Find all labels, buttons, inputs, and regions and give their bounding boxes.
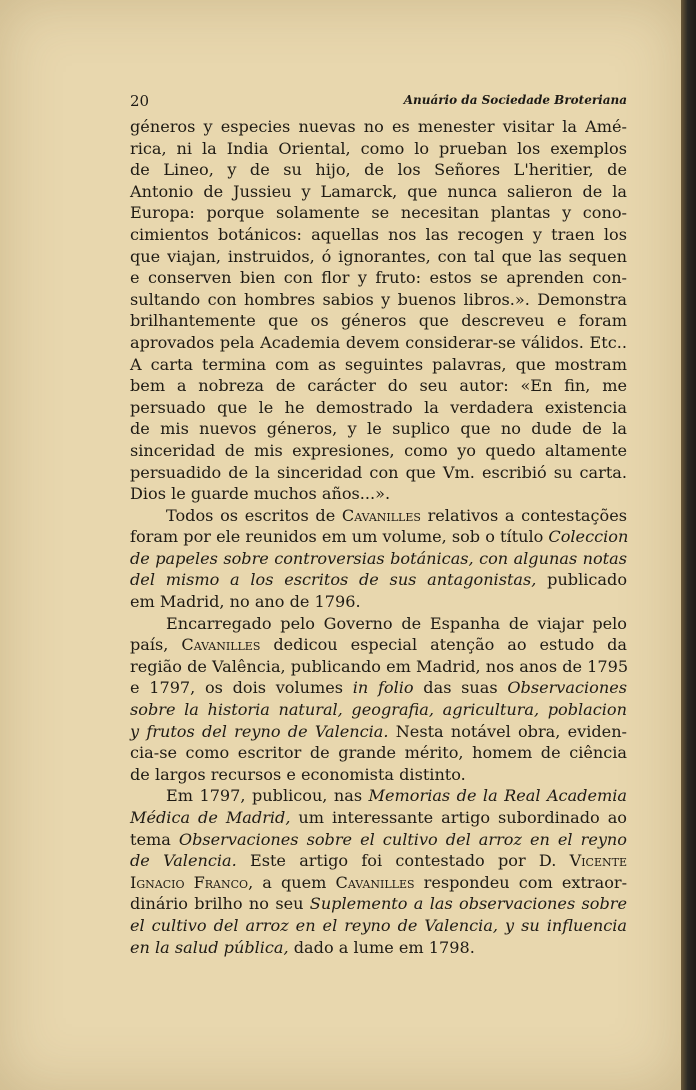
text-span: rica, ni la India Oriental, como lo prueban los exemplos	[130, 138, 627, 158]
text-span: en la salud pública,	[130, 937, 289, 957]
text-span: Europa: porque solamente se necesitan plantas y cono-	[130, 203, 627, 223]
text-span: Encarregado pelo Governo de Espanha de viajar pelo	[166, 613, 627, 633]
text-span: sultando con hombres sabios y buenos libros.». Demonstra	[130, 289, 627, 309]
text-span: Cavanilles	[341, 505, 421, 525]
text-span: de mis nuevos géneros, y le suplico que no dude de la	[130, 419, 627, 439]
text-line	[130, 202, 627, 224]
text-line	[130, 375, 627, 397]
text-line	[130, 354, 627, 376]
text-span: tema	[130, 829, 179, 849]
text-line	[130, 569, 627, 591]
text-span: Observaciones sobre el cultivo del arroz en el reyno	[178, 829, 627, 849]
text-line	[130, 742, 627, 764]
text-span: bem a nobreza de carácter do seu autor: «En fin, me	[130, 376, 627, 396]
text-span: Todos os escritos de	[166, 505, 342, 525]
book-spine-edge	[681, 0, 696, 1090]
text-line	[130, 656, 627, 678]
text-span: de Lineo, y de su hijo, de los Señores L'heritier, de	[130, 160, 627, 180]
text-line	[130, 785, 627, 807]
text-span: Médica de Madrid,	[130, 808, 291, 827]
text-line	[130, 915, 627, 937]
text-span: em Madrid, no ano de 1796.	[130, 592, 361, 612]
text-span: y frutos del reyno de Valencia.	[130, 721, 389, 741]
text-line	[130, 116, 627, 138]
text-span: , a quem	[248, 872, 336, 892]
text-span: sobre la historia natural, geografia, agricultura, poblacion	[130, 700, 627, 720]
text-span: relativos a contestações	[420, 505, 627, 525]
text-span: foram por ele reunidos em um volume, sob o título	[130, 527, 549, 547]
text-line	[130, 138, 627, 160]
text-line	[130, 829, 627, 851]
text-line	[130, 721, 627, 743]
text-span: país,	[130, 635, 182, 655]
text-line	[130, 526, 627, 548]
text-span: persuado que le he demostrado la verdadera existencia	[130, 397, 627, 417]
text-line	[130, 483, 627, 505]
text-span: respondeu com extraor-	[414, 872, 628, 892]
text-line	[130, 418, 627, 440]
text-line	[130, 699, 627, 721]
text-line	[130, 872, 627, 894]
text-span: de largos recursos e economista distinto.	[130, 764, 466, 784]
body-text	[130, 116, 627, 958]
text-line	[130, 440, 627, 462]
text-line	[130, 332, 627, 354]
text-span: aprovados pela Academia devem considerar-se válidos. Etc..	[130, 332, 627, 352]
text-span: A carta termina com as seguintes palavras, que mostram	[130, 354, 627, 374]
text-span: sinceridad de mis expresiones, como yo quedo altamente	[130, 440, 627, 460]
text-line	[130, 159, 627, 181]
text-line	[130, 224, 627, 246]
text-line	[130, 677, 627, 699]
text-span: Memorias de la Real Academia	[368, 786, 627, 806]
text-line	[130, 505, 627, 527]
text-line	[130, 591, 627, 613]
text-span: de Valencia.	[130, 851, 237, 871]
text-span: Em 1797, publicou, nas	[166, 786, 369, 806]
text-line	[130, 181, 627, 203]
text-span: Antonio de Jussieu y Lamarck, que nunca salieron de la	[130, 181, 627, 201]
journal-title: Anuário da Sociedade Broteriana	[403, 93, 627, 107]
text-span: Nesta notável obra, eviden-	[388, 721, 627, 741]
running-head	[130, 92, 627, 112]
text-line	[130, 462, 627, 484]
text-span: brilhantemente que os géneros que descreveu e foram	[130, 311, 627, 331]
text-span: Cavanilles	[181, 635, 261, 655]
text-span: dinário brilho no seu	[130, 894, 310, 914]
text-line	[130, 764, 627, 786]
text-line	[130, 807, 627, 829]
text-line	[130, 850, 627, 872]
page-number: 20	[130, 92, 150, 110]
text-span: cia-se como escritor de grande mérito, homem de ciência	[130, 743, 627, 763]
text-line	[130, 937, 627, 959]
text-span: Ignacio Franco	[130, 872, 249, 892]
text-line	[130, 310, 627, 332]
text-span: região de Valência, publicando em Madrid, nos anos de 1795	[130, 656, 629, 676]
text-span: Dios le guarde muchos años...».	[130, 484, 391, 504]
text-span: cimientos botánicos: aquellas nos las recogen y traen los	[130, 224, 627, 244]
text-span: Suplemento a las observaciones sobre	[309, 894, 627, 914]
text-span: in folio	[352, 678, 414, 698]
text-line	[130, 267, 627, 289]
text-span: e conserven bien con flor y fruto: estos se aprenden con-	[130, 268, 627, 288]
text-line	[130, 893, 627, 915]
text-span: Este artigo foi contestado por D.	[236, 851, 570, 871]
text-span: Vicente	[569, 851, 627, 871]
text-span: dedicou especial atenção ao estudo da	[260, 635, 627, 655]
text-span: persuadido de la sinceridad con que Vm. escribió su carta.	[130, 462, 627, 482]
text-span: um interessante artigo subordinado ao	[290, 808, 627, 827]
text-span: Cavanilles	[335, 872, 415, 892]
text-line	[130, 613, 627, 635]
text-span: e 1797, os dois volumes	[130, 678, 353, 698]
text-span: Coleccion	[548, 527, 629, 547]
text-span: géneros y especies nuevas no es menester visitar la Amé-	[130, 117, 627, 136]
text-span: das suas	[413, 678, 508, 698]
text-line	[130, 246, 627, 268]
text-line	[130, 289, 627, 311]
text-span: de papeles sobre controversias botánicas, con algunas notas	[130, 548, 627, 568]
text-span: el cultivo del arroz en el reyno de Valencia, y su influencia	[130, 915, 627, 935]
text-line	[130, 634, 627, 656]
text-span: Observaciones	[507, 678, 627, 698]
text-line	[130, 397, 627, 419]
text-span: dado a lume em 1798.	[288, 937, 475, 957]
text-line	[130, 548, 627, 570]
text-span: del mismo a los escritos de sus antagonistas,	[130, 570, 537, 590]
text-span: publicado	[536, 570, 628, 590]
text-span: que viajan, instruidos, ó ignorantes, con tal que las sequen	[130, 246, 627, 266]
